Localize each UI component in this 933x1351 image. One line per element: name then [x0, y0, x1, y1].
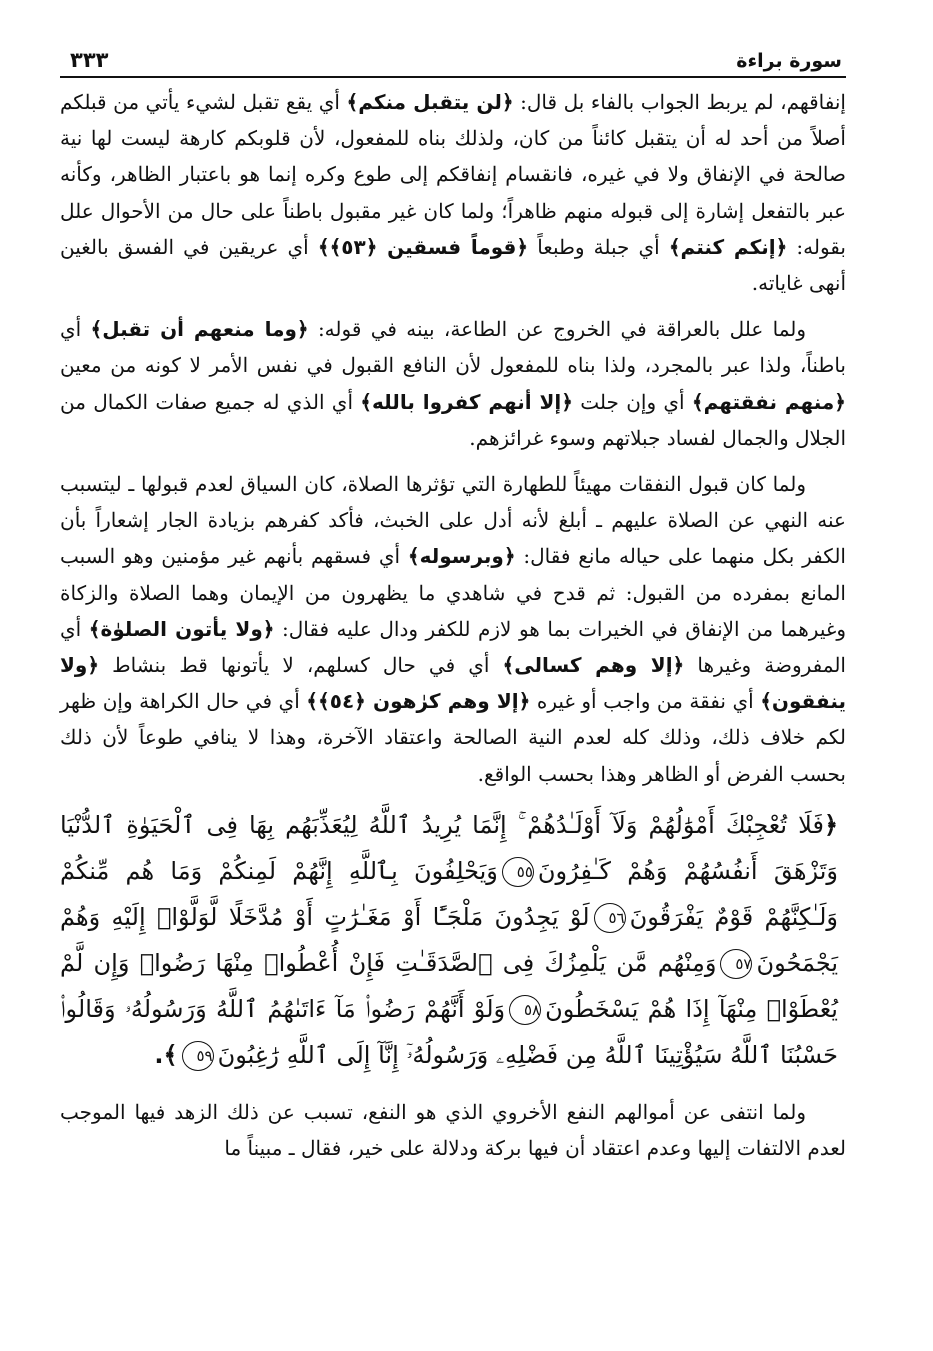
- verse-number-marker: ٥٧: [720, 949, 752, 979]
- surah-title: سورة براءة: [736, 50, 842, 72]
- verse-57: لَوْ يَجِدُونَ مَلْجَـًٔا أَوْ مَغَـٰرَٰتٍ أَوْ مُدَّخَلًا لَّوَلَّوْا۟ إِلَيْهِ وَهُمْ يَجْمَحُونَ: [60, 902, 838, 977]
- verse-55: فَلَا تُعْجِبْكَ أَمْوَٰلُهُمْ وَلَآ أَوْلَـٰدُهُمْ ۚ إِنَّمَا يُرِيدُ ٱللَّهُ لِيُعَذِّبَهُم بِهَا فِى ٱلْحَيَوٰةِ ٱلدُّنْيَا وَتَزْهَقَ أَنفُسُهُمْ وَهُمْ كَـٰفِرُونَ: [60, 810, 839, 885]
- paragraph-1: إنفاقهم، لم يربط الجواب بالفاء بل قال: ﴿لن يتقبل منكم﴾ أي يقع تقبل لشيء يأتي من قبلكم أصلاً من أحد له أن يتقبل كائناً من كان، ولذلك بناه للمفعول، لأن قلوبكم كارهة ليست لها نية صالحة في الإنفاق ولا في غيره، فانقسام إنفاقكم إلى طوع وكره إنما هو باعتبار الظاهر، وكأنه عبر بالتفعل إشارة إلى قبوله منهم ظاهراً؛ ولما كان غير مقبول باطناً على حال من الأحوال علل بقوله: ﴿إنكم كنتم﴾ أي جبلة وطبعاً ﴿قوماً فسقين ﴿٥٣﴾﴾ أي عريقين في الفسق بالغين أنهى غاياته.: [60, 90, 846, 296]
- paragraph-2: ولما علل بالعراقة في الخروج عن الطاعة، بينه في قوله: ﴿وما منعهم أن تقبل﴾ أي باطناً، ولذا عبر بالمجرد، ولذا بناه للمفعول لأن النافع القبول في نفس الأمر لا كونه من معين ﴿منهم نفقتهم﴾ أي وإن جلت ﴿إلا أنهم كفروا بالله﴾ أي الذي له جميع صفات الكمال من الجلال والجمال لفساد جبلاتهم وسوء غرائزهم.: [60, 317, 847, 450]
- quran-quote: ﴿لن يتقبل منكم﴾: [346, 90, 514, 114]
- ornate-bracket-open: ﴿: [823, 810, 838, 839]
- commentary-text: [60, 84, 846, 1166]
- page-number: ٣٣٣: [70, 48, 109, 72]
- quran-quote: ﴿إلا وهم كرٰهون ﴿٥٤﴾﴾: [306, 689, 531, 714]
- quran-quote: ﴿وبرسوله﴾: [407, 544, 516, 569]
- verse-number-marker: ٥٥: [502, 857, 534, 887]
- verse-number-marker: ٥٨: [509, 995, 541, 1025]
- book-page: [60, 40, 846, 1320]
- paragraph-3: ولما كان قبول النفقات مهيئاً للطهارة التي تؤثرها الصلاة، كان السياق لعدم قبولها ـ ليتسبب عنه النهي عن الصلاة عليهم ـ أبلغ لأنه أدل على الخبث، فأكد كفرهم بزيادة الجار إشعاراً بأن الكفر بكل منهما على حياله مانع فقال: ﴿وبرسوله﴾ أي فسقهم بأنهم غير مؤمنين وهو السبب المانع بمفرده من القبول: ثم قدح في شاهدي ما يظهرون من الإيمان وهما الصلاة والزكاة وغيرهما من الإنفاق في الخيرات بما هو لازم للكفر ودال عليه فقال: ﴿ولا يأتون الصلوٰة﴾ أي المفروضة وغيرها ﴿إلا وهم كسالى﴾ أي في حال كسلهم، لا يأتونها قط بنشاط ﴿ولا ينفقون﴾ أي نفقة من واجب أو غيره ﴿إلا وهم كرٰهون ﴿٥٤﴾﴾ أي في حال الكراهة وإن ظهر لكم خلاف ذلك، وذلك كله لعدم النية الصالحة واعتقاد الآخرة، وهذا لا ينافي طوعاً لأن ذلك بحسب الفرض أو الظاهر وهذا بحسب الواقع.: [60, 472, 846, 786]
- quran-verses-block: [60, 802, 846, 1078]
- verse-56: وَيَحْلِفُونَ بِٱللَّهِ إِنَّهُمْ لَمِنكُمْ وَمَا هُم مِّنكُمْ وَلَـٰكِنَّهُمْ قَوْمٌ يَفْرَقُونَ: [60, 856, 839, 931]
- quran-quote: ﴿إلا وهم كسالى﴾: [502, 653, 685, 678]
- verse-59: وَلَوْ أَنَّهُمْ رَضُوا۟ مَآ ءَاتَىٰهُمُ ٱللَّهُ وَرَسُولُهُۥ وَقَالُوا۟ حَسْبُنَا ٱللَّهُ سَيُؤْتِينَا ٱللَّهُ مِن فَضْلِهِۦ وَرَسُولُهُۥٓ إِنَّآ إِلَى ٱللَّهِ رَٰغِبُونَ: [60, 994, 838, 1069]
- quran-quote: ﴿إلا أنهم كفروا بالله﴾: [360, 389, 573, 414]
- quran-quote: ﴿وما منعهم أن تقبل﴾: [90, 317, 309, 342]
- quran-quote: ﴿منهم نفقتهم﴾: [691, 389, 847, 414]
- quran-quote: ﴿قوماً فسقين ﴿٥٣﴾﴾: [317, 234, 529, 259]
- quran-quote: ﴿ولا ينفقون﴾: [60, 653, 846, 714]
- quran-quote: ﴿إنكم كنتم﴾: [668, 234, 788, 259]
- verse-number-marker: ٥٦: [594, 903, 626, 933]
- verse-58: وَمِنْهُم مَّن يَلْمِزُكَ فِى ٱلصَّدَقَـٰتِ فَإِنْ أُعْطُوا۟ مِنْهَا رَضُوا۟ وَإِن لَّمْ يُعْطَوْا۟ مِنْهَآ إِذَا هُمْ يَسْخَطُونَ: [60, 948, 838, 1023]
- verse-number-marker: ٥٩: [182, 1041, 214, 1071]
- quran-quote: ﴿ولا يأتون الصلوٰة﴾: [88, 616, 275, 641]
- running-header: [60, 40, 846, 78]
- paragraph-4: ولما انتفى عن أموالهم النفع الأخروي الذي هو النفع، تسبب عن ذلك الزهد فيها الموجب لعدم الالتفات إليها وعدم اعتقاد أن فيها بركة ودلالة على خير، فقال ـ مبيناً ما: [60, 1099, 846, 1161]
- ornate-bracket-close: ﴾.: [154, 1040, 178, 1069]
